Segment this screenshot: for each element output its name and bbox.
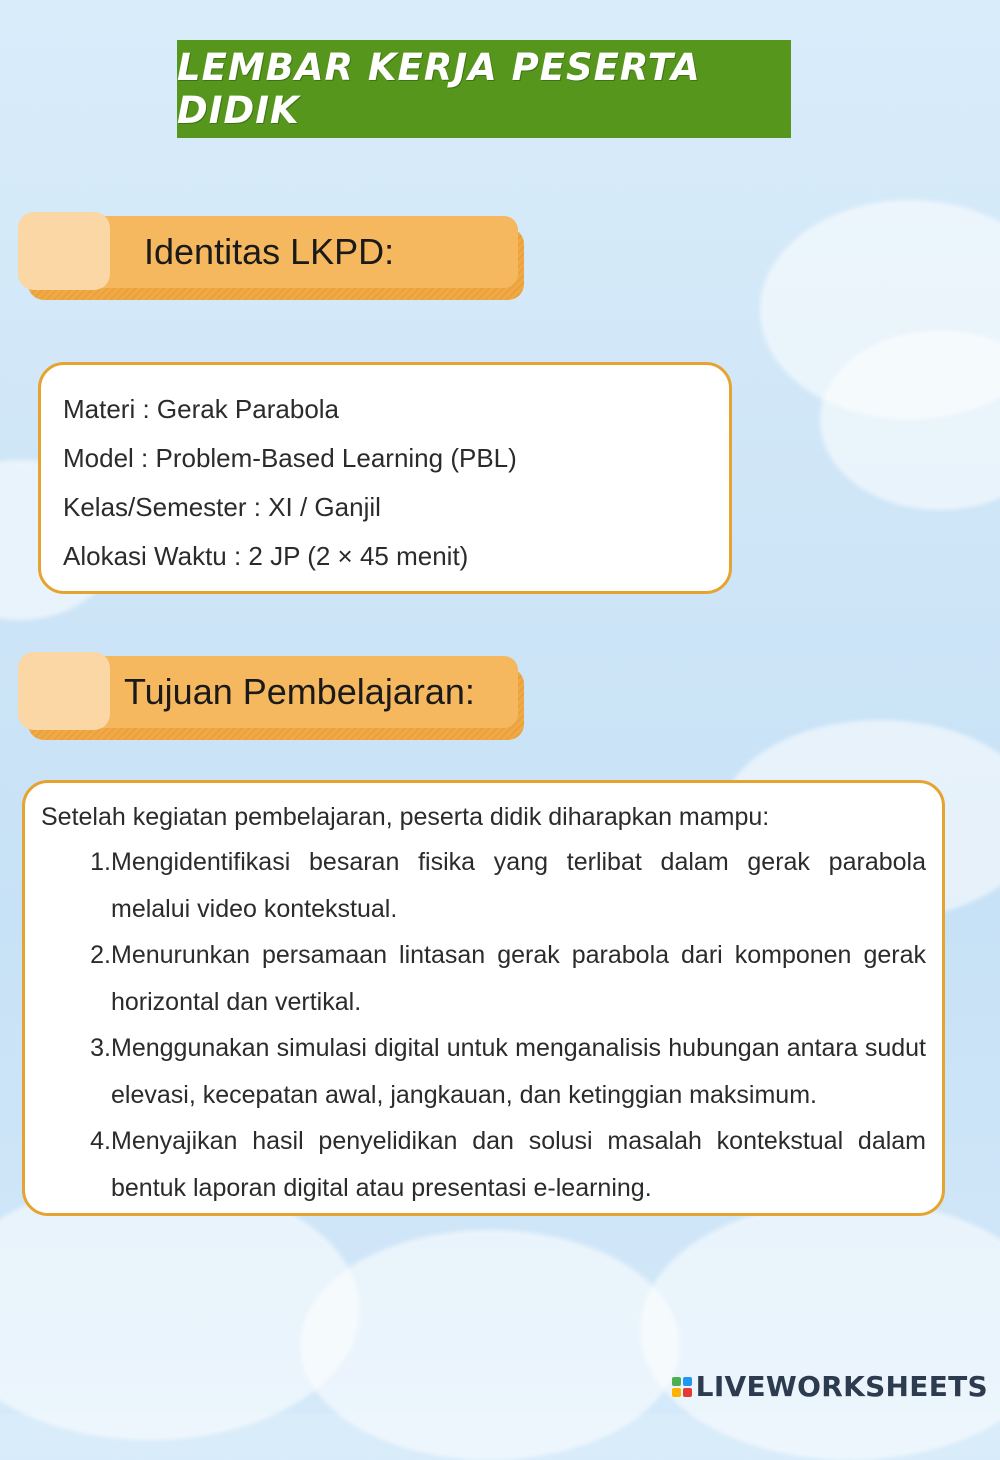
banner-tab	[18, 212, 110, 290]
goal-number: 4.	[90, 1127, 111, 1155]
goals-list	[41, 839, 926, 1211]
identity-heading-banner	[18, 216, 526, 302]
identity-line-model: Model : Problem-Based Learning (PBL)	[63, 443, 517, 473]
goal-text: Mengidentifikasi besaran fisika yang terlibat dalam gerak parabola melalui video kontekstual.	[111, 848, 926, 923]
identity-line-kelas: Kelas/Semester : XI / Ganjil	[63, 492, 381, 522]
goal-item	[41, 932, 926, 1025]
goal-number: 3.	[90, 1034, 111, 1062]
banner-tab	[18, 652, 110, 730]
liveworksheets-logo-text: LIVEWORKSHEETS	[695, 1370, 988, 1403]
goal-number: 1.	[90, 848, 111, 876]
liveworksheets-logo-icon	[672, 1377, 692, 1397]
goals-intro: Setelah kegiatan pembelajaran, peserta didik diharapkan mampu:	[41, 803, 770, 831]
cloud-decoration	[300, 1230, 680, 1460]
goal-text: Menurunkan persamaan lintasan gerak parabola dari komponen gerak horizontal dan vertikal.	[111, 941, 926, 1016]
cloud-decoration	[640, 1200, 1000, 1460]
identity-line-materi: Materi : Gerak Parabola	[63, 394, 340, 424]
goals-card	[22, 780, 945, 1216]
identity-line-alokasi: Alokasi Waktu : 2 JP (2 × 45 menit)	[63, 541, 469, 571]
page-title-banner	[177, 40, 791, 138]
identity-heading: Identitas LKPD:	[144, 231, 395, 272]
logo-square	[672, 1377, 681, 1386]
page-title: LEMBAR KERJA PESERTA DIDIK	[177, 46, 701, 132]
liveworksheets-logo	[672, 1370, 988, 1403]
goals-heading-banner	[18, 656, 526, 742]
goals-heading: Tujuan Pembelajaran:	[124, 671, 475, 712]
cloud-decoration	[0, 1180, 360, 1440]
goal-item	[41, 1025, 926, 1118]
goal-item	[41, 839, 926, 932]
logo-square	[683, 1388, 692, 1397]
goal-number: 2.	[90, 941, 111, 969]
identity-card	[38, 362, 732, 594]
goal-text: Menyajikan hasil penyelidikan dan solusi masalah kontekstual dalam bentuk laporan digital atau presentasi e-learning.	[111, 1127, 926, 1202]
logo-square	[672, 1388, 681, 1397]
goal-item	[41, 1118, 926, 1211]
logo-square	[683, 1377, 692, 1386]
goal-text: Menggunakan simulasi digital untuk menganalisis hubungan antara sudut elevasi, kecepatan awal, jangkauan, dan ketinggian maksimum.	[111, 1034, 926, 1109]
